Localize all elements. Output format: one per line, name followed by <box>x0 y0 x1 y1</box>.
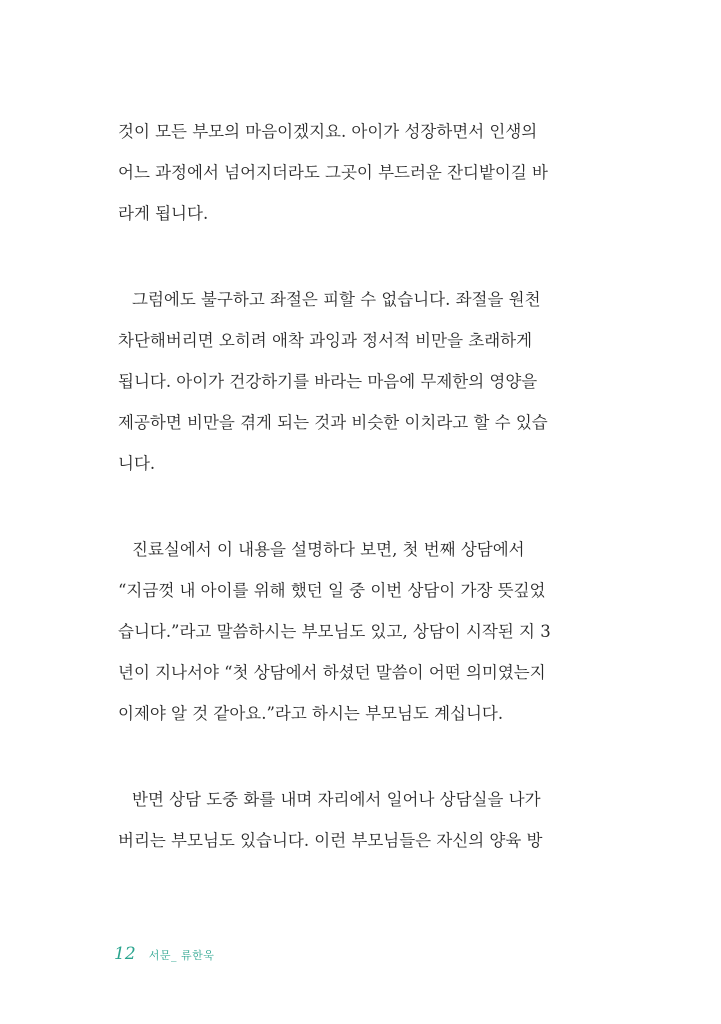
paragraph-2-line-2: 차단해버리면 오히려 애착 과잉과 정서적 비만을 초래하게 <box>118 331 533 350</box>
paragraph-2-line-4: 제공하면 비만을 겪게 되는 것과 비슷한 이치라고 할 수 있습 <box>118 413 548 432</box>
running-footer-label: 서문_ 류한욱 <box>148 949 215 962</box>
paragraph-2-line-5: 니다. <box>118 454 156 473</box>
paragraph-3-line-1: 진료실에서 이 내용을 설명하다 보면, 첫 번째 상담에서 <box>132 540 525 559</box>
paragraph-3-line-2: “지금껏 내 아이를 위해 했던 일 중 이번 상담이 가장 뜻깊었 <box>118 581 546 600</box>
paragraph-gap <box>118 734 578 779</box>
paragraph-1-line-3: 라게 됩니다. <box>118 204 209 223</box>
paragraph-3-line-5: 이제야 알 것 같아요.”라고 하시는 부모님도 계십니다. <box>118 704 504 723</box>
paragraph-2-line-3: 됩니다. 아이가 건강하기를 바라는 마음에 무제한의 영양을 <box>118 372 538 391</box>
paragraph-4-line-2: 버리는 부모님도 있습니다. 이런 부모님들은 자신의 양육 방 <box>118 831 543 850</box>
paragraph-1-line-2: 어느 과정에서 넘어지더라도 그곳이 부드러운 잔디밭이길 바 <box>118 163 548 182</box>
paragraph-3-line-3: 습니다.”라고 말씀하시는 부모님도 있고, 상담이 시작된 지 3 <box>118 622 551 641</box>
paragraph-3-line-4: 년이 지나서야 “첫 상담에서 하셨던 말씀이 어떤 의미였는지 <box>118 663 546 682</box>
body-text <box>118 111 578 861</box>
page-number: 12 <box>114 944 136 964</box>
paragraph-4-line-1: 반면 상담 도중 화를 내며 자리에서 일어나 상담실을 나가 <box>132 790 541 809</box>
page-footer <box>114 944 214 964</box>
paragraph-1-line-1: 것이 모든 부모의 마음이겠지요. 아이가 성장하면서 인생의 <box>118 122 538 141</box>
paragraph-2-line-1: 그럼에도 불구하고 좌절은 피할 수 없습니다. 좌절을 원천 <box>132 290 541 309</box>
paragraph-gap <box>118 484 578 529</box>
paragraph-gap <box>118 234 578 279</box>
